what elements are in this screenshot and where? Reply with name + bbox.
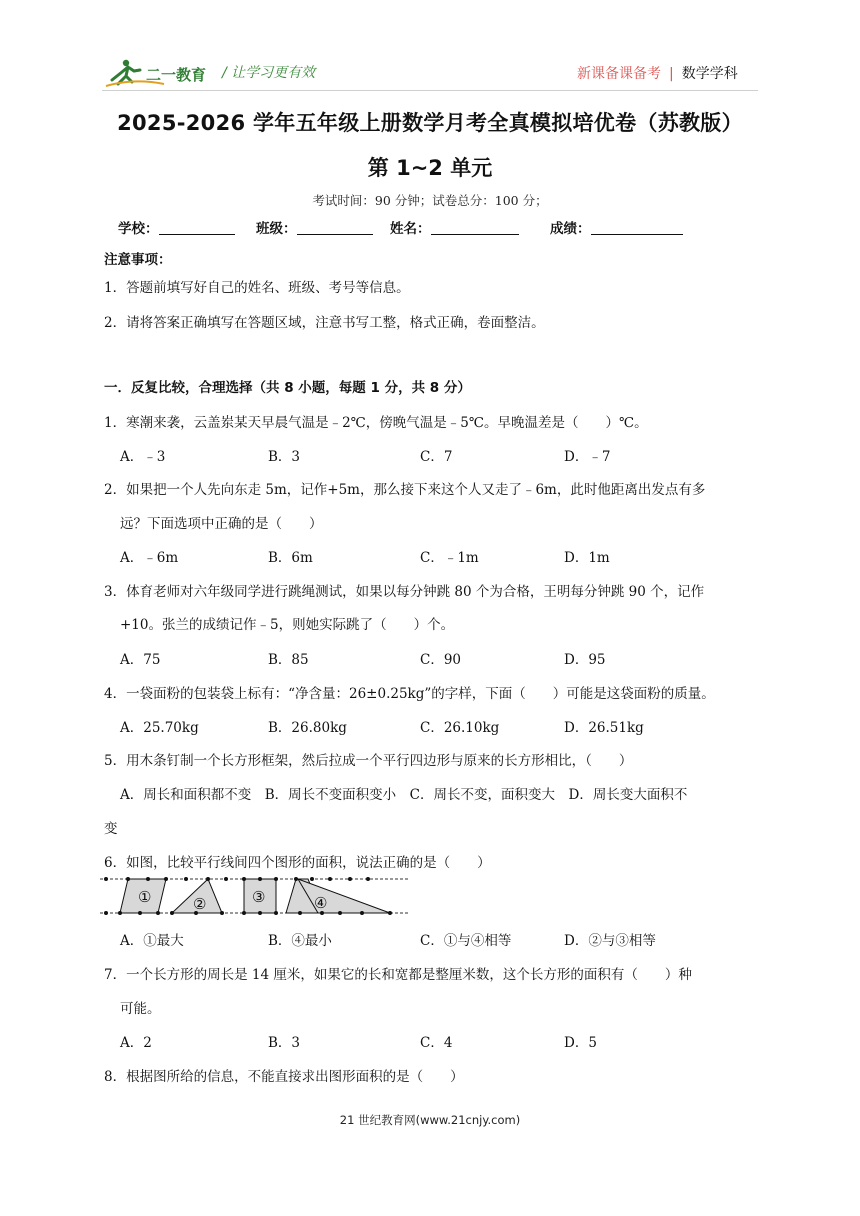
question-text: 3．体育老师对六年级同学进行跳绳测试，如果以每分钟跳 80 个为合格，王明每分钟跳 90 个，记作 [104,584,705,600]
exam-meta: 考试时间：90 分钟；试卷总分：100 分； [312,193,548,208]
name-field [390,217,519,237]
question-text-cont: 可能。 [120,1001,161,1017]
brand-name: 二一教育 [146,66,207,84]
option-a[interactable]: A．﹣6m [120,550,179,566]
shape-label-4: ④ [314,894,328,912]
header-divider: | [669,66,674,82]
header-rule [102,90,758,91]
option-d[interactable]: D．②与③相等 [564,933,656,949]
exam-subtitle: 第 1~2 单元 [367,156,493,180]
option-c[interactable]: C．7 [420,449,453,465]
option-c[interactable]: C．26.10kg [420,720,500,736]
question-text: 8．根据图所给的信息，不能直接求出图形面积的是（ ） [104,1069,464,1085]
option-c[interactable]: C．90 [420,652,462,668]
section-heading: 一．反复比较，合理选择（共 8 小题，每题 1 分，共 8 分） [104,380,471,396]
brand-logo [104,58,214,90]
question-text: 2．如果把一个人先向东走 5m，记作+5m，那么接下来这个人又走了﹣6m，此时他距离出发点有多 [104,482,706,498]
class-label: 班级： [256,221,297,237]
brand-slogan: / 让学习更有效 [222,65,316,81]
option-b[interactable]: B．85 [268,652,309,668]
option-a[interactable]: A．75 [120,652,161,668]
question-text: 6．如图，比较平行线间四个图形的面积，说法正确的是（ ） [104,855,491,871]
question-text-cont: 远？下面选项中正确的是（ ） [120,516,323,532]
school-label: 学校： [118,221,159,237]
option-c[interactable]: C．4 [420,1035,453,1051]
option-a[interactable]: A．25.70kg [120,720,199,736]
question-text: 5．用木条钉制一个长方形框架，然后拉成一个平行四边形与原来的长方形相比，（ ） [104,753,633,769]
option-a[interactable]: A．①最大 [120,933,184,949]
school-blank[interactable] [159,220,235,235]
option-b[interactable]: B．3 [268,449,301,465]
option-a[interactable]: A．2 [120,1035,152,1051]
option-b[interactable]: B．6m [268,550,313,566]
header-subject: 数学学科 [681,66,738,82]
runner-head-icon [123,60,129,66]
class-field [256,217,373,237]
options-inline[interactable]: A．周长和面积都不变 B．周长不变面积变小 C．周长不变，面积变大 D．周长变大面积不 [120,787,688,803]
score-label: 成绩： [550,221,591,237]
question-text: 7．一个长方形的周长是 14 厘米，如果它的长和宽都是整厘米数，这个长方形的面积有（ ）种 [104,967,692,983]
notice-item: 1．答题前填写好自己的姓名、班级、考号等信息。 [104,280,410,296]
score-blank[interactable] [591,220,683,235]
page-header [0,0,860,100]
question-text-cont: +10。张兰的成绩记作﹣5，则她实际跳了（ ）个。 [120,617,455,633]
option-d[interactable]: D．﹣7 [564,449,611,465]
options-wrap: 变 [104,821,118,837]
option-d[interactable]: D．5 [564,1035,597,1051]
notice-heading: 注意事项： [104,252,172,268]
option-c[interactable]: C．﹣1m [420,550,479,566]
name-label: 姓名： [390,221,431,237]
option-b[interactable]: B．26.80kg [268,720,347,736]
score-field [550,217,683,237]
option-a[interactable]: A．﹣3 [120,449,166,465]
header-right [577,63,738,83]
shape-label-2: ② [193,895,207,913]
option-b[interactable]: B．④最小 [268,933,332,949]
option-d[interactable]: D．1m [564,550,610,566]
name-blank[interactable] [431,220,519,235]
school-field [118,217,235,237]
option-c[interactable]: C．①与④相等 [420,933,512,949]
class-blank[interactable] [297,220,373,235]
shape-label-1: ① [138,888,152,906]
parallel-lines-figure [100,871,412,919]
option-d[interactable]: D．95 [564,652,606,668]
header-course-label: 新课备课备考 [577,66,661,82]
shape-label-3: ③ [252,888,266,906]
option-d[interactable]: D．26.51kg [564,720,644,736]
notice-item: 2．请将答案正确填写在答题区域，注意书写工整，格式正确，卷面整洁。 [104,315,545,331]
page-footer: 21 世纪教育网(www.21cnjy.com) [339,1113,521,1127]
option-b[interactable]: B．3 [268,1035,301,1051]
exam-title: 2025-2026 学年五年级上册数学月考全真模拟培优卷（苏教版） [117,111,743,135]
question-text: 1．寒潮来袭，云盖岽某天早晨气温是﹣2℃，傍晚气温是﹣5℃。早晚温差是（ ）℃。 [104,415,648,431]
question-text: 4．一袋面粉的包装袋上标有：“净含量：26±0.25kg”的字样，下面（ ）可能是这袋面粉的质量。 [104,686,715,702]
